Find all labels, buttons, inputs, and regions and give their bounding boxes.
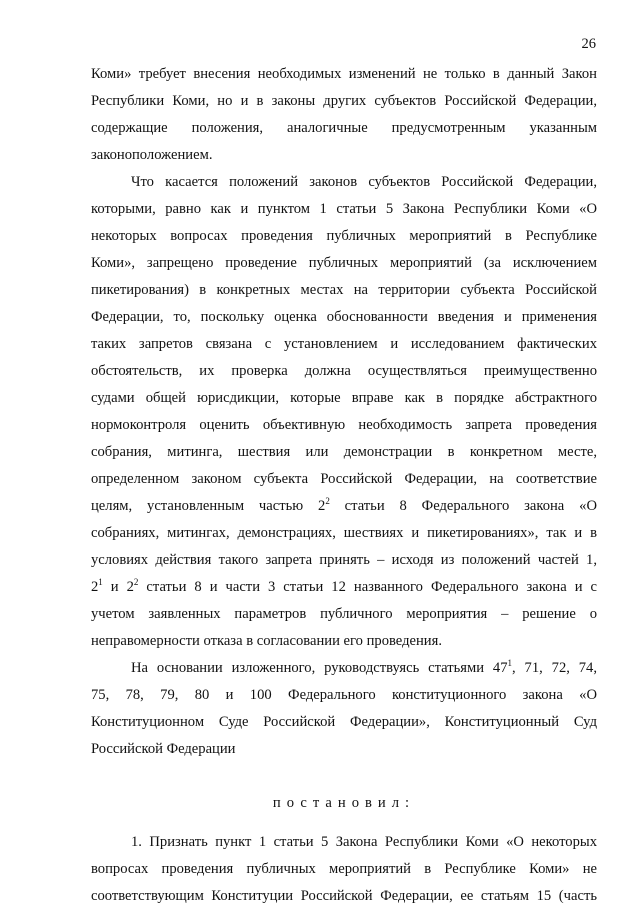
document-body xyxy=(91,61,597,910)
text-line: нормоконтроля оценить объективную необходимость запрета проведения xyxy=(91,417,597,433)
text-line: таких запретов связана с установлением и исследованием фактических xyxy=(91,336,597,352)
text-line: содержащие положения, аналогичные предусмотренным указанным xyxy=(91,120,597,136)
page-number: 26 xyxy=(581,36,596,52)
text-line: Российской Федерации xyxy=(91,741,236,757)
superscript: 1 xyxy=(98,577,103,587)
text-line: неправомерности отказа в согласовании его проведения. xyxy=(91,633,442,649)
text-line: Республики Коми, но и в законы других субъектов Российской Федерации, xyxy=(91,93,597,109)
text-line: соответствующим Конституции Российской Федерации, ее статьям 15 (часть xyxy=(91,888,597,904)
superscript: 2 xyxy=(325,496,330,506)
text-line: Федерации, то, поскольку оценка обоснованности введения и применения xyxy=(91,309,597,325)
text-line: обстоятельств, их проверка должна осуществляться преимущественно xyxy=(91,363,597,379)
text-line xyxy=(91,493,597,520)
text-line: пикетирования) в конкретных местах на территории субъекта Российской xyxy=(91,282,597,298)
text-fragment: На основании изложенного, руководствуясь статьями 47 xyxy=(131,660,508,676)
text-line: 75, 78, 79, 80 и 100 Федерального конституционного закона «О xyxy=(91,687,597,703)
text-line: собрания, митинга, шествия или демонстрации в конкретном месте, xyxy=(91,444,597,460)
text-line: 1. Признать пункт 1 статьи 5 Закона Республики Коми «О некоторых xyxy=(131,834,597,850)
text-line: Коми», запрещено проведение публичных мероприятий (за исключением xyxy=(91,255,597,271)
paragraph-grounds xyxy=(91,655,597,763)
paragraph-continuation xyxy=(91,61,597,169)
text-line: определенном законом субъекта Российской Федерации, на соответствие xyxy=(91,471,597,487)
text-fragment: целям, установленным частью 2 xyxy=(91,498,326,514)
text-line: учетом заявленных параметров публичного мероприятия – решение о xyxy=(91,606,597,622)
text-fragment: статьи 8 и части 3 статьи 12 названного Федерального закона и с xyxy=(138,579,598,595)
text-line: Коми» требует внесения необходимых изменений не только в данный Закон xyxy=(91,66,597,82)
text-line: Конституционном Суде Российской Федерации», Конституционный Суд xyxy=(91,714,597,730)
text-fragment: и 2 xyxy=(102,579,134,595)
text-line xyxy=(91,655,597,682)
paragraph-ruling xyxy=(91,829,597,910)
superscript: 1 xyxy=(507,658,513,668)
text-line: Что касается положений законов субъектов Российской Федерации, xyxy=(131,174,597,190)
text-line: условиях действия такого запрета принять – исходя из положений частей 1, xyxy=(91,552,597,568)
text-line: собраниях, митингах, демонстрациях, шествиях и пикетированиях», так и в xyxy=(91,525,597,541)
text-line: некоторых вопросах проведения публичных мероприятий в Республике xyxy=(91,228,597,244)
paragraph-regional-laws xyxy=(91,169,597,655)
text-line: судами общей юрисдикции, которые вправе как в порядке абстрактного xyxy=(91,390,597,406)
text-fragment: , 71, 72, 74, xyxy=(512,660,598,676)
text-line: которыми, равно как и пунктом 1 статьи 5 Закона Республики Коми «О xyxy=(91,201,597,217)
text-fragment: статьи 8 Федерального закона «О xyxy=(329,498,597,514)
superscript: 2 xyxy=(133,577,139,587)
text-line: законоположением. xyxy=(91,147,213,163)
resolution-heading: постановил: xyxy=(272,795,416,811)
text-line: вопросах проведения публичных мероприятий в Республике Коми» не xyxy=(91,861,597,877)
text-fragment: 2 xyxy=(91,579,99,595)
text-line xyxy=(91,574,597,601)
